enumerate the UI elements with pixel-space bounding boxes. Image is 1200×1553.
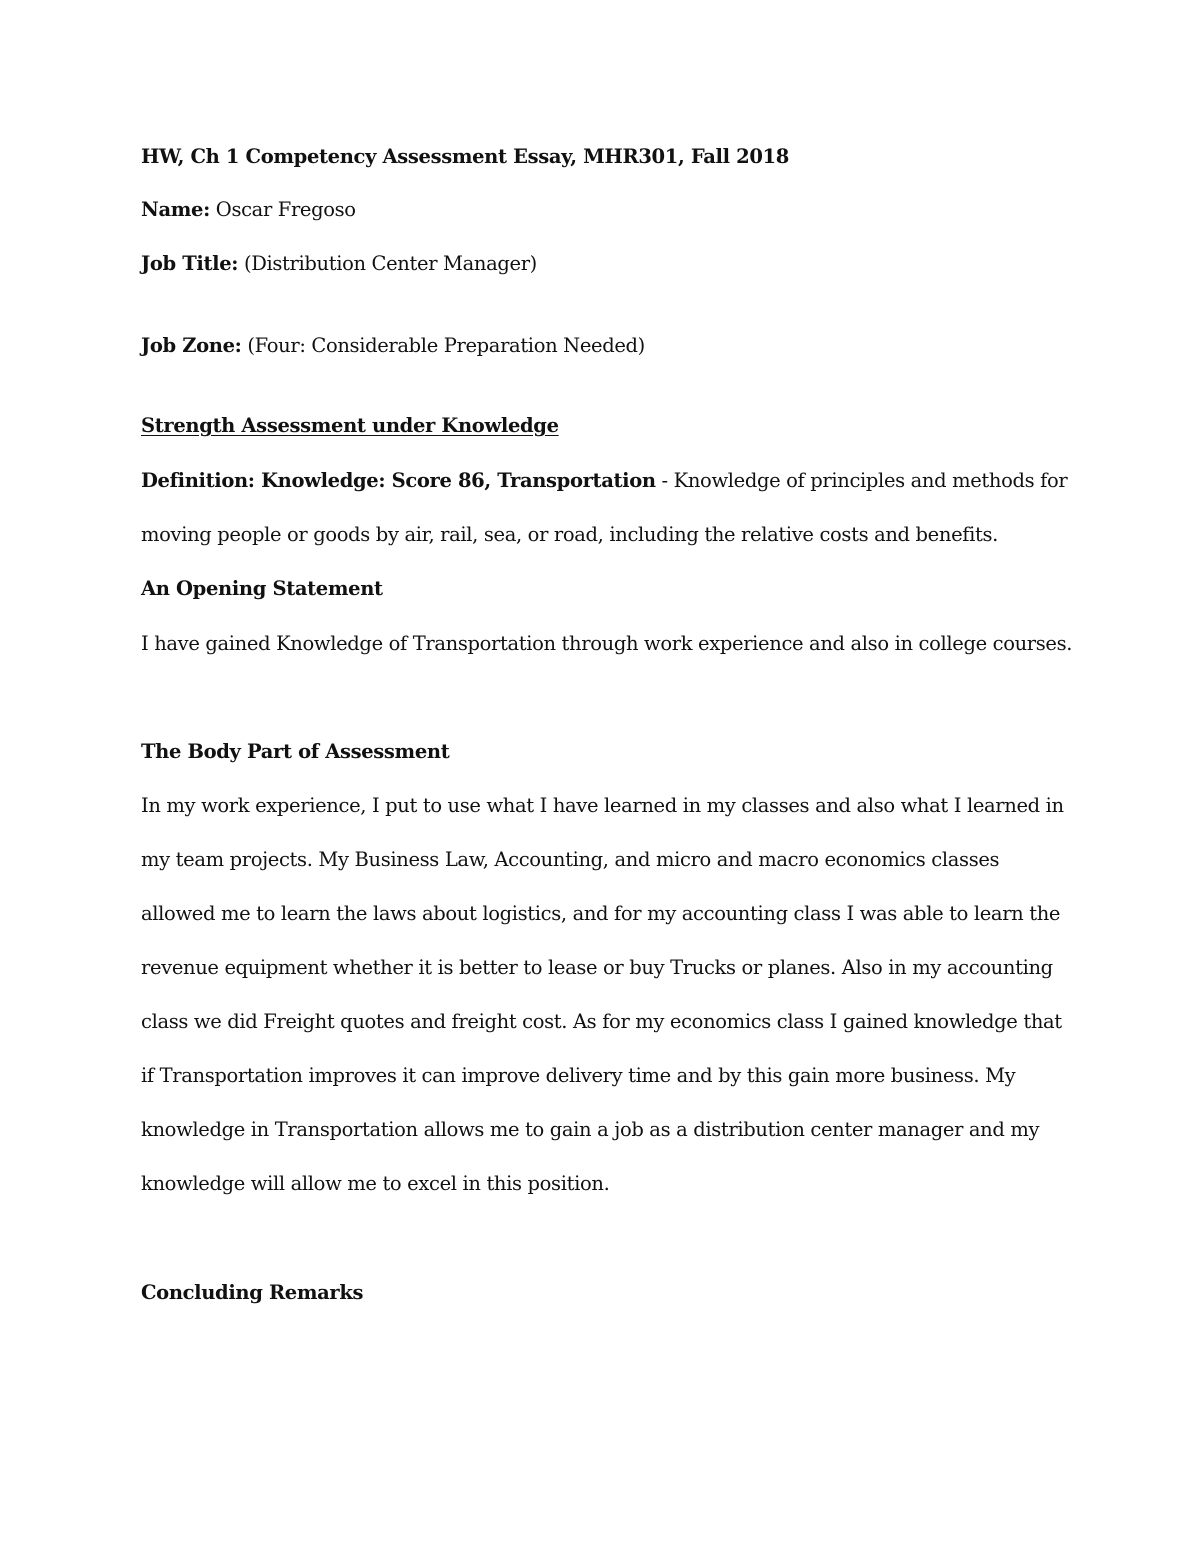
opening-text: I have gained Knowledge of Transportation through work experience and also in college courses. (141, 632, 1073, 655)
document-title: HW, Ch 1 Competency Assessment Essay, MHR301, Fall 2018 (141, 145, 789, 168)
body-line: allowed me to learn the laws about logistics, and for my accounting class I was able to learn the (141, 902, 1061, 925)
concluding-heading: Concluding Remarks (141, 1281, 364, 1304)
body-line: class we did Freight quotes and freight cost. As for my economics class I gained knowledge that (141, 1010, 1062, 1033)
definition-label: Definition: Knowledge: Score 86, Transportation (141, 469, 656, 492)
definition-text: - Knowledge of principles and methods for (655, 469, 1068, 492)
name-label: Name: (141, 198, 210, 221)
job-title-line (141, 252, 537, 276)
job-zone-value: (Four: Considerable Preparation Needed) (241, 334, 645, 357)
body-line: if Transportation improves it can improve delivery time and by this gain more business. My (141, 1064, 1016, 1087)
name-line (141, 198, 356, 222)
body-line: In my work experience, I put to use what I have learned in my classes and also what I learned in (141, 794, 1064, 817)
opening-heading: An Opening Statement (141, 577, 383, 600)
body-heading: The Body Part of Assessment (141, 740, 450, 763)
body-line: knowledge will allow me to excel in this position. (141, 1172, 610, 1195)
job-zone-label: Job Zone: (141, 334, 242, 357)
name-value: Oscar Fregoso (209, 198, 356, 221)
body-line: revenue equipment whether it is better to lease or buy Trucks or planes. Also in my accounting (141, 956, 1053, 979)
body-line: knowledge in Transportation allows me to gain a job as a distribution center manager and my (141, 1118, 1040, 1141)
job-title-label: Job Title: (141, 252, 239, 275)
definition-line-1 (141, 469, 1067, 493)
strength-heading: Strength Assessment under Knowledge (141, 414, 559, 437)
job-title-value: (Distribution Center Manager) (238, 252, 537, 275)
job-zone-line (141, 334, 645, 358)
body-line: my team projects. My Business Law, Accounting, and micro and macro economics classes (141, 848, 1000, 871)
definition-line-2: moving people or goods by air, rail, sea, or road, including the relative costs and benefits. (141, 523, 999, 546)
